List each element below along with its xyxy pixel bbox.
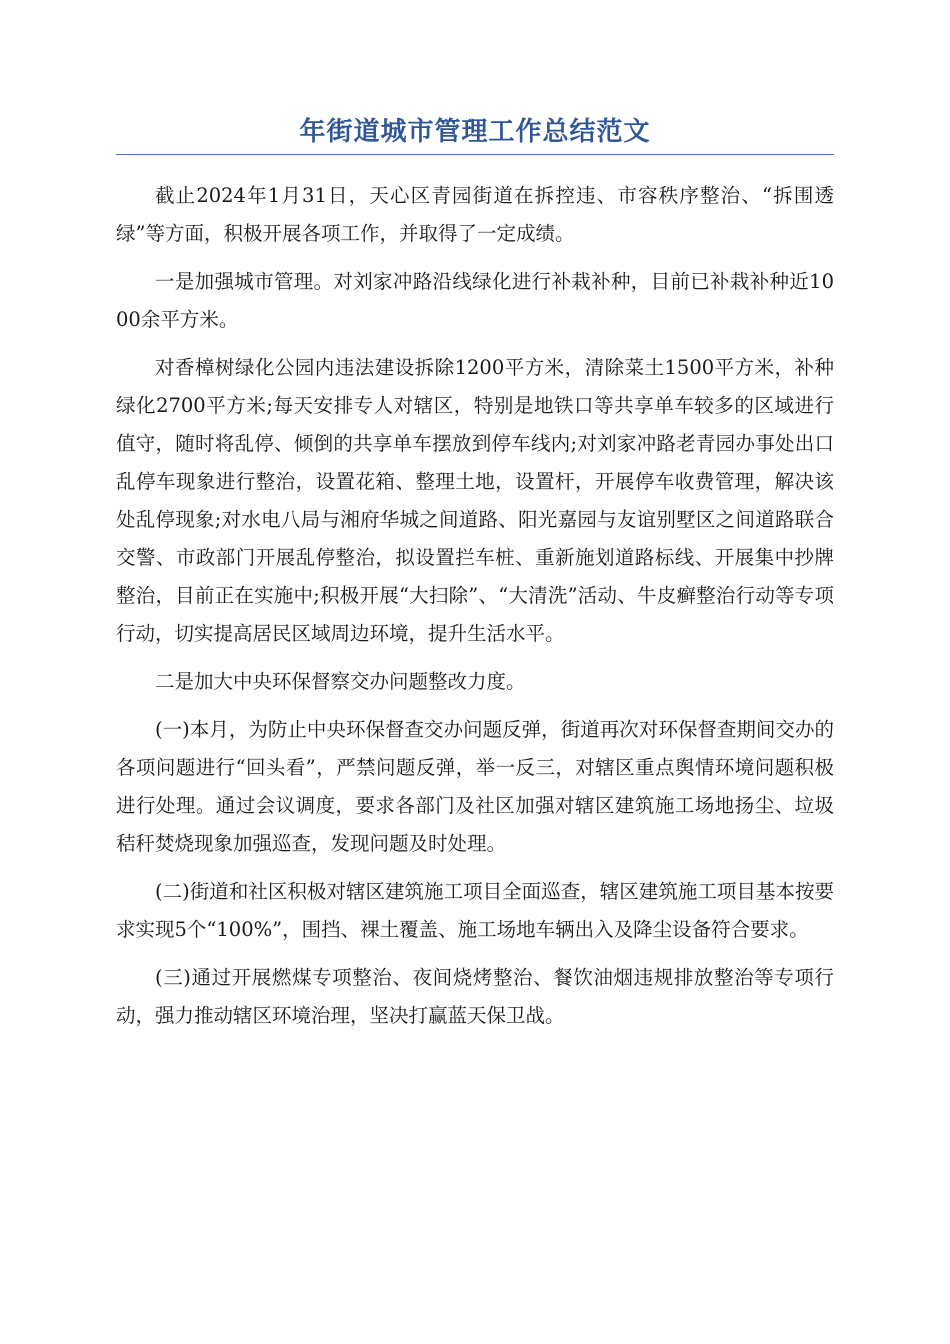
paragraph-item-two: (二)街道和社区积极对辖区建筑施工项目全面巡查，辖区建筑施工项目基本按要求实现5个“100%”，围挡、裸土覆盖、施工场地车辆出入及降尘设备符合要求。 bbox=[116, 880, 834, 941]
document-title: 年街道城市管理工作总结范文 bbox=[299, 117, 651, 147]
document-page bbox=[116, 112, 834, 1045]
paragraph-park-rectification: 对香樟树绿化公园内违法建设拆除1200平方米，清除菜土1500平方米，补种绿化2700平方米;每天安排专人对辖区，特别是地铁口等共享单车较多的区域进行值守，随时将乱停、倾倒的共享单车摆放到停车线内;对刘家冲路老青园办事处出口乱停车现象进行整治，设置花箱、整理土地，设置杆，开展停车收费管理，解决该处乱停现象;对水电八局与湘府华城之间道路、阳光嘉园与友谊别墅区之间道路联合交警、市政部门开展乱停整治，拟设置拦车桩、重新施划道路标线、开展集中抄牌整治，目前正在实施中;积极开展“大扫除”、“大清洗”活动、牛皮癣整治行动等专项行动，切实提高居民区域周边环境，提升生活水平。 bbox=[116, 356, 834, 645]
title-underline bbox=[116, 154, 834, 155]
paragraph-intro: 截止2024年1月31日，天心区青园街道在拆控违、市容秩序整治、“拆围透绿”等方面，积极开展各项工作，并取得了一定成绩。 bbox=[116, 184, 834, 245]
paragraph-item-one: (一)本月，为防止中央环保督查交办问题反弹，街道再次对环保督查期间交办的各项问题进行“回头看”，严禁问题反弹，举一反三，对辖区重点舆情环境问题积极进行处理。通过会议调度，要求各部门及社区加强对辖区建筑施工场地扬尘、垃圾秸秆焚烧现象加强巡查，发现问题及时处理。 bbox=[116, 718, 834, 855]
paragraph-city-management: 一是加强城市管理。对刘家冲路沿线绿化进行补栽补种，目前已补栽补种近1000余平方米。 bbox=[116, 270, 834, 331]
paragraph-environmental-inspection: 二是加大中央环保督察交办问题整改力度。 bbox=[155, 670, 526, 693]
paragraph-item-three: (三)通过开展燃煤专项整治、夜间烧烤整治、餐饮油烟违规排放整治等专项行动，强力推动辖区环境治理，坚决打赢蓝天保卫战。 bbox=[116, 966, 834, 1027]
